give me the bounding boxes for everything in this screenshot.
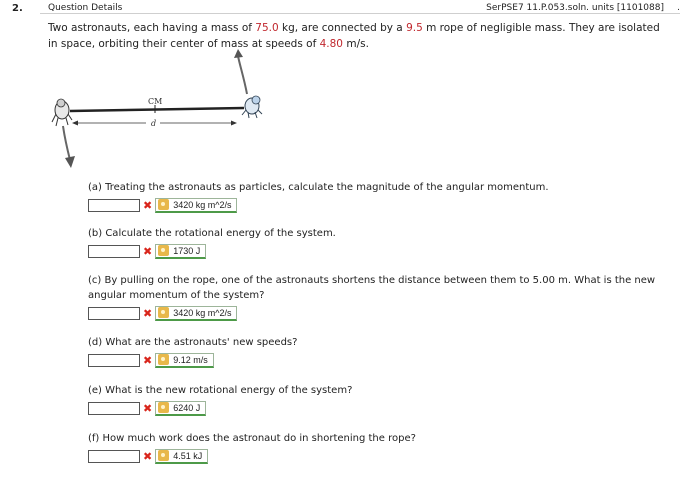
part-f-answer-input[interactable] (88, 450, 140, 463)
question-source: SerPSE7 11.P.053.soln. units [1101088] (486, 3, 664, 13)
part-d-answer-key (155, 353, 214, 368)
x-mark-icon: ✖ (143, 306, 153, 320)
intro-text-3: m rope of negligible mass. They are isolated in space, orbiting their center of mass at speeds of (48, 22, 660, 50)
part-e (88, 383, 668, 416)
part-a-answer-input[interactable] (88, 199, 140, 212)
part-d (88, 335, 668, 368)
part-a-answer-key (155, 198, 237, 213)
key-icon (158, 450, 169, 461)
cm-label: CM (148, 97, 163, 106)
part-c-answer-row (88, 305, 668, 321)
part-c-answer-key (155, 306, 237, 321)
intro-text-2: kg, are connected by a (278, 22, 407, 34)
part-d-correct-answer: 9.12 m/s (173, 354, 208, 365)
x-mark-icon: ✖ (143, 353, 153, 367)
right-astronaut-icon (242, 96, 262, 118)
x-mark-icon: ✖ (143, 198, 153, 212)
part-d-answer-input[interactable] (88, 354, 140, 367)
part-e-answer-row (88, 400, 668, 416)
part-b-answer-key (155, 244, 206, 259)
key-icon (158, 354, 169, 365)
rope (70, 108, 244, 111)
part-e-answer-input[interactable] (88, 402, 140, 415)
part-b-question: (b) Calculate the rotational energy of the system. (88, 228, 336, 239)
part-f (88, 431, 668, 464)
part-b-answer-input[interactable] (88, 245, 140, 258)
key-icon (158, 199, 169, 210)
part-b (88, 226, 668, 259)
mass-value: 75.0 (255, 22, 279, 34)
part-c-correct-answer: 3420 kg m^2/s (173, 307, 232, 318)
part-c-question: (c) By pulling on the rope, one of the astronauts shortens the distance between them to 5.00 m. What is the new angular momentum of the system? (88, 275, 656, 301)
d-label: d (151, 119, 157, 128)
question-header (40, 0, 680, 14)
key-icon (158, 402, 169, 413)
x-mark-icon: ✖ (143, 244, 153, 258)
astronaut-diagram (48, 48, 288, 178)
part-d-answer-row (88, 352, 668, 368)
key-icon (158, 245, 169, 256)
part-f-question: (f) How much work does the astronaut do in shortening the rope? (88, 433, 416, 444)
part-c-answer-input[interactable] (88, 307, 140, 320)
part-f-answer-key (155, 449, 208, 464)
part-b-correct-answer: 1730 J (173, 245, 201, 256)
part-f-answer-row (88, 448, 668, 464)
velocity-arrow-up (234, 49, 247, 94)
part-c (88, 273, 668, 321)
velocity-arrow-down (63, 126, 75, 168)
part-b-answer-row (88, 243, 668, 259)
part-f-correct-answer: 4.51 kJ (173, 450, 203, 461)
intro-text-1: Two astronauts, each having a mass of (48, 22, 256, 34)
part-e-question: (e) What is the new rotational energy of the system? (88, 385, 353, 396)
question-details-label[interactable]: Question Details (48, 3, 123, 13)
part-a-question: (a) Treating the astronauts as particles, calculate the magnitude of the angular momentum. (88, 182, 549, 193)
part-d-question: (d) What are the astronauts' new speeds? (88, 337, 298, 348)
part-e-answer-key (155, 401, 206, 416)
left-astronaut-icon (52, 99, 72, 126)
part-a-answer-row (88, 197, 668, 213)
x-mark-icon: ✖ (143, 401, 153, 415)
question-number: 2. (12, 3, 23, 14)
length-value: 9.5 (406, 22, 423, 34)
x-mark-icon: ✖ (143, 449, 153, 463)
part-e-correct-answer: 6240 J (173, 402, 201, 413)
key-icon (158, 307, 169, 318)
header-dot: . (677, 3, 680, 13)
part-a-correct-answer: 3420 kg m^2/s (173, 199, 232, 210)
part-a (88, 180, 668, 213)
intro-text-4: m/s. (343, 38, 369, 50)
speed-value: 4.80 (319, 38, 343, 50)
